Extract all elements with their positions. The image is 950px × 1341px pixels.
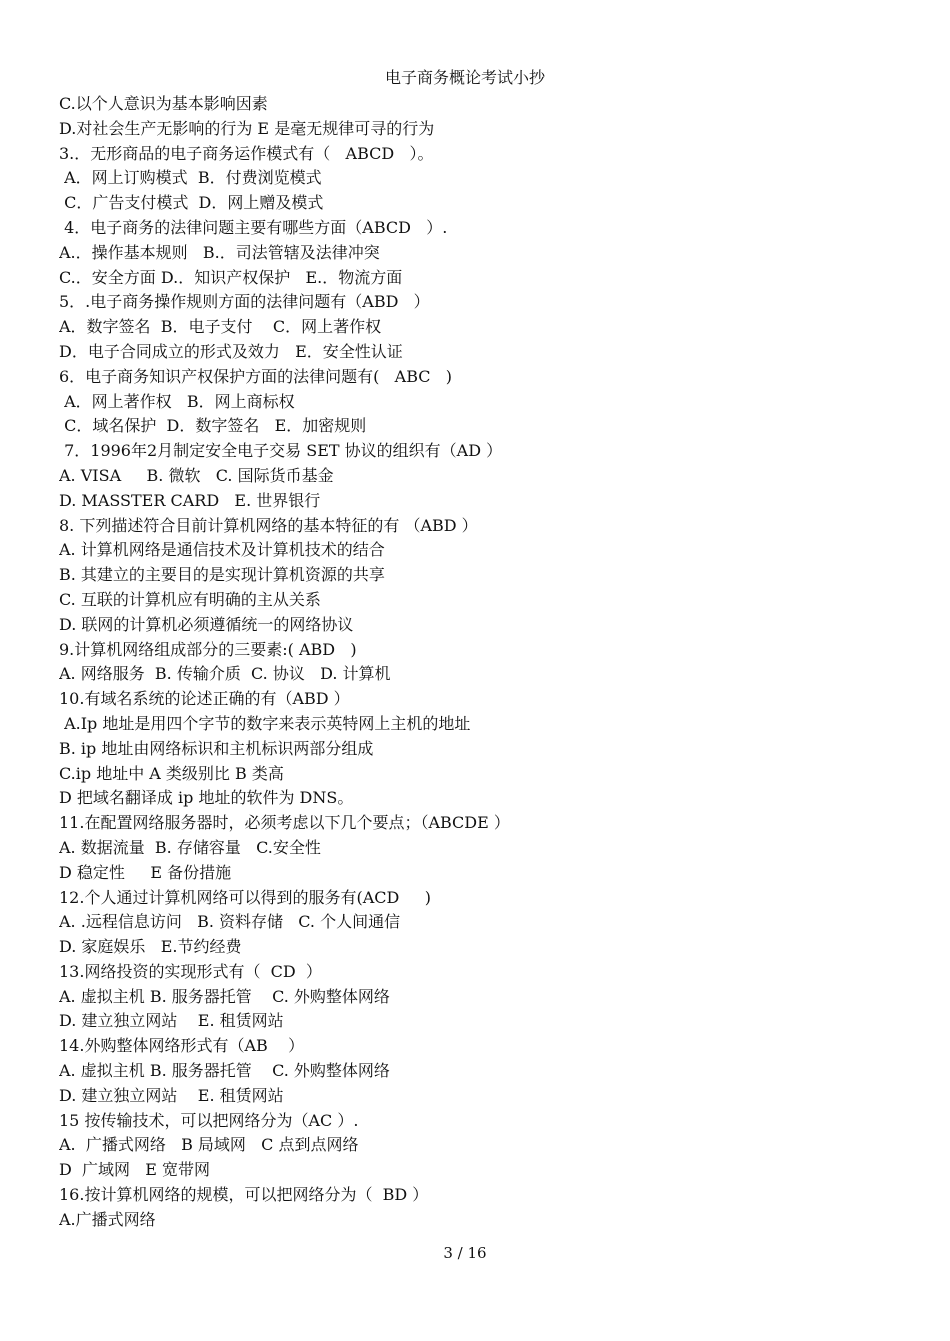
option-line: A．数字签名 B．电子支付 C．网上著作权	[59, 317, 382, 337]
option-line: D. 建立独立网站 E. 租赁网站	[59, 1085, 284, 1105]
option-line: A. 虚拟主机 B. 服务器托管 C. 外购整体网络	[59, 986, 390, 1006]
option-line: D. 联网的计算机必须遵循统一的网络协议	[59, 614, 354, 634]
option-line: A. .远程信息访问 B. 资料存储 C. 个人间通信	[59, 912, 401, 932]
option-line: A. 虚拟主机 B. 服务器托管 C. 外购整体网络	[59, 1061, 390, 1081]
option-line: C．域名保护 D．数字签名 E．加密规则	[59, 416, 367, 436]
question-14: 14.外购整体网络形式有（AB ）	[59, 1036, 305, 1056]
option-line: C. 互联的计算机应有明确的主从关系	[59, 589, 321, 609]
option-line: B. 其建立的主要目的是实现计算机资源的共享	[59, 565, 385, 585]
option-line: A.广播式网络	[59, 1209, 156, 1229]
text-line: D.对社会生产无影响的行为 E 是毫无规律可寻的行为	[59, 118, 435, 138]
option-line: A. 广播式网络 B 局域网 C 点到点网络	[59, 1135, 359, 1155]
text-line: C.以个人意识为基本影响因素	[59, 94, 268, 113]
question-16: 16.按计算机网络的规模，可以把网络分为（ BD ）	[59, 1185, 429, 1205]
question-7: 7．1996年2月制定安全电子交易 SET 协议的组织有（AD ）	[59, 441, 503, 461]
option-line: C．广告支付模式 D．网上赠及模式	[59, 193, 324, 213]
option-line: A. VISA B. 微软 C. 国际货币基金	[59, 465, 334, 485]
option-line: A. 数据流量 B. 存储容量 C.安全性	[59, 837, 321, 857]
option-line: D 广域网 E 宽带网	[59, 1160, 211, 1180]
question-8: 8. 下列描述符合目前计算机网络的基本特征的有 （ABD ）	[59, 515, 478, 535]
page-header-title: 电子商务概论考试小抄	[384, 68, 545, 87]
question-10: 10.有域名系统的论述正确的有（ABD ）	[59, 689, 350, 709]
option-line: A. 网络服务 B. 传输介质 C. 协议 D. 计算机	[59, 664, 391, 684]
option-line: D．电子合同成立的形式及效力 E．安全性认证	[59, 341, 403, 361]
option-line: B. ip 地址由网络标识和主机标识两部分组成	[59, 738, 374, 758]
option-line: D. MASSTER CARD E. 世界银行	[59, 490, 321, 510]
option-line: A．网上订购模式 B．付费浏览模式	[59, 168, 322, 188]
question-6: 6．电子商务知识产权保护方面的法律问题有( ABC )	[59, 366, 453, 386]
option-line: D 稳定性 E 备份措施	[59, 862, 232, 882]
question-3: 3.．无形商品的电子商务运作模式有（ ABCD ）。	[59, 143, 434, 163]
option-line: A．网上著作权 B．网上商标权	[59, 391, 295, 411]
option-line: D 把域名翻译成 ip 地址的软件为 DNS。	[59, 788, 354, 808]
option-line: A.Ip 地址是用四个字节的数字来表示英特网上主机的地址	[59, 713, 471, 733]
document-body	[59, 92, 919, 1233]
page-number: 3 / 16	[443, 1244, 487, 1262]
question-11: 11.在配置网络服务器时，必须考虑以下几个要点；（ABCDE ）	[59, 813, 510, 833]
question-12: 12.个人通过计算机网络可以得到的服务有(ACD )	[59, 887, 431, 907]
question-13: 13.网络投资的实现形式有（ CD ）	[59, 961, 322, 981]
question-9: 9.计算机网络组成部分的三要素:( ABD )	[59, 639, 357, 659]
question-15: 15 按传输技术，可以把网络分为（AC ）.	[59, 1110, 359, 1130]
option-line: D. 建立独立网站 E. 租赁网站	[59, 1011, 284, 1031]
option-line: C.ip 地址中 A 类级别比 B 类高	[59, 763, 284, 783]
question-4: 4．电子商务的法律问题主要有哪些方面（ABCD ）.	[59, 217, 448, 237]
option-line: A. 计算机网络是通信技术及计算机技术的结合	[59, 540, 385, 560]
option-line: A.．操作基本规则 B.．司法管辖及法律冲突	[59, 242, 380, 262]
option-line: D. 家庭娱乐 E.节约经费	[59, 937, 242, 957]
question-5: 5．.电子商务操作规则方面的法律问题有（ABD ）	[59, 292, 430, 312]
option-line: C.．安全方面 D.．知识产权保护 E.．物流方面	[59, 267, 403, 287]
